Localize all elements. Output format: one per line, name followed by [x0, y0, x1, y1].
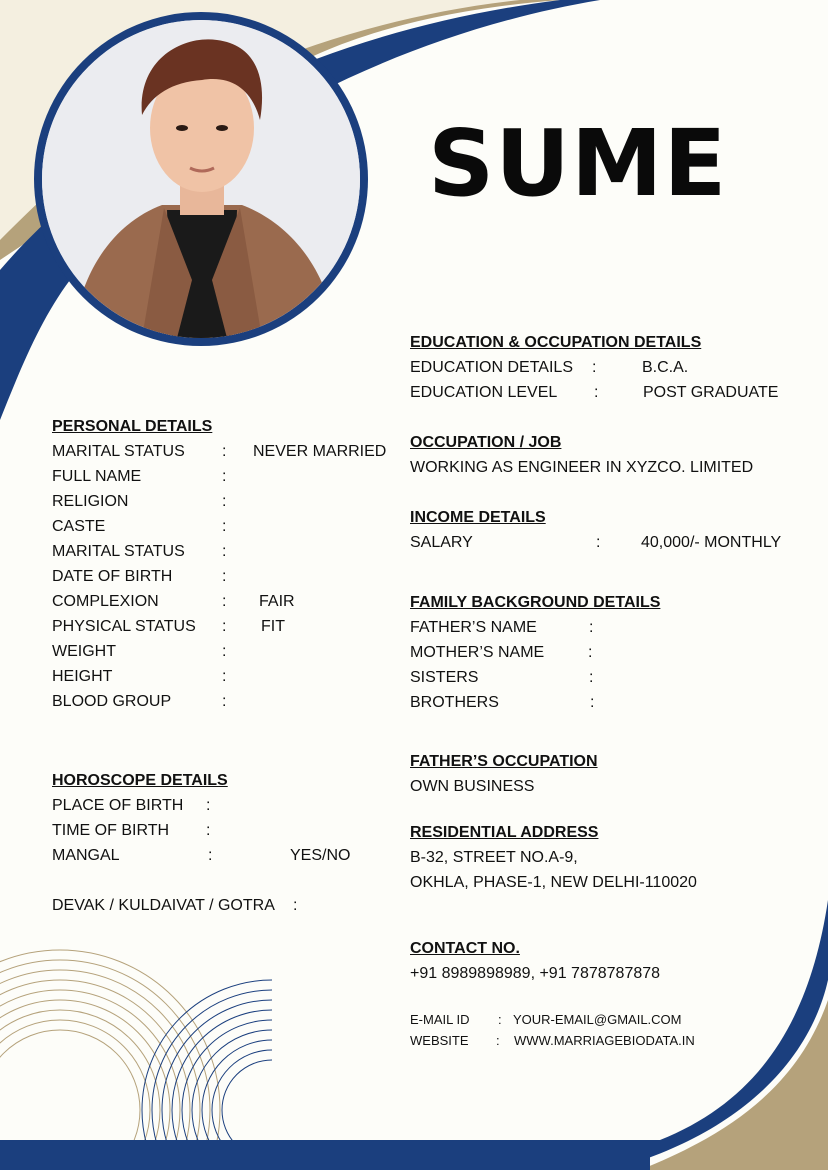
- education-label-level: EDUCATION LEVEL: [410, 384, 558, 401]
- horoscope-label-mangal: MANGAL: [52, 847, 120, 864]
- horoscope-sep: :: [206, 822, 211, 839]
- horoscope-details-heading: HOROSCOPE DETAILS: [52, 772, 228, 789]
- family-sep: :: [589, 619, 594, 636]
- personal-label-marital-status-2: MARITAL STATUS: [52, 543, 185, 560]
- personal-sep: :: [222, 543, 227, 560]
- personal-sep: :: [222, 668, 227, 685]
- personal-sep: :: [222, 593, 227, 610]
- personal-value-marital-status: NEVER MARRIED: [253, 443, 387, 460]
- horoscope-label-time-of-birth: TIME OF BIRTH: [52, 822, 170, 839]
- income-label-salary: SALARY: [410, 534, 473, 551]
- family-label-mother-name: MOTHER’S NAME: [410, 644, 545, 661]
- family-heading: FAMILY BACKGROUND DETAILS: [410, 594, 661, 611]
- family-sep: :: [589, 669, 594, 686]
- horoscope-label-place-of-birth: PLACE OF BIRTH: [52, 797, 184, 814]
- personal-sep: :: [222, 518, 227, 535]
- personal-sep: :: [222, 568, 227, 585]
- family-sep: :: [590, 694, 595, 711]
- occupation-heading: OCCUPATION / JOB: [410, 434, 562, 451]
- person-illustration: [42, 20, 360, 338]
- personal-label-complexion: COMPLEXION: [52, 593, 159, 610]
- education-heading: EDUCATION & OCCUPATION DETAILS: [410, 334, 702, 351]
- personal-sep: :: [222, 693, 227, 710]
- personal-label-height: HEIGHT: [52, 668, 113, 685]
- contact-heading: CONTACT NO.: [410, 940, 520, 957]
- income-sep: :: [596, 534, 601, 551]
- address-heading: RESIDENTIAL ADDRESS: [410, 824, 599, 841]
- income-heading: INCOME DETAILS: [410, 509, 546, 526]
- family-sep: :: [588, 644, 593, 661]
- personal-details-heading: PERSONAL DETAILS: [52, 418, 213, 435]
- personal-sep: :: [222, 618, 227, 635]
- family-label-sisters: SISTERS: [410, 669, 479, 686]
- personal-sep: :: [222, 443, 227, 460]
- horoscope-value-mangal: YES/NO: [290, 847, 351, 864]
- family-label-father-name: FATHER’S NAME: [410, 619, 537, 636]
- personal-label-marital-status: MARITAL STATUS: [52, 443, 185, 460]
- personal-label-date-of-birth: DATE OF BIRTH: [52, 568, 173, 585]
- address-line-1: B-32, STREET NO.A-9,: [410, 849, 578, 866]
- personal-sep: :: [222, 643, 227, 660]
- horoscope-label-gotra: DEVAK / KULDAIVAT / GOTRA: [52, 897, 275, 914]
- education-sep: :: [592, 359, 597, 376]
- profile-name: SUME: [428, 110, 728, 217]
- personal-label-caste: CASTE: [52, 518, 106, 535]
- education-value-level: POST GRADUATE: [643, 384, 779, 401]
- father-occupation-heading: FATHER’S OCCUPATION: [410, 753, 598, 770]
- personal-value-complexion: FAIR: [259, 593, 295, 610]
- personal-value-physical-status: FIT: [261, 618, 285, 635]
- email-label: E-MAIL ID: [410, 1012, 470, 1027]
- personal-label-blood-group: BLOOD GROUP: [52, 693, 172, 710]
- occupation-text: WORKING AS ENGINEER IN XYZCO. LIMITED: [410, 459, 754, 476]
- email-value: YOUR-EMAIL@GMAIL.COM: [513, 1012, 682, 1027]
- income-value-salary: 40,000/- MONTHLY: [641, 534, 782, 551]
- email-sep: :: [498, 1012, 502, 1027]
- profile-photo: [42, 20, 360, 338]
- personal-label-religion: RELIGION: [52, 493, 129, 510]
- education-label-details: EDUCATION DETAILS: [410, 359, 573, 376]
- father-occupation-text: OWN BUSINESS: [410, 778, 535, 795]
- personal-sep: :: [222, 468, 227, 485]
- horoscope-sep: :: [206, 797, 211, 814]
- horoscope-sep: :: [208, 847, 213, 864]
- personal-label-physical-status: PHYSICAL STATUS: [52, 618, 196, 635]
- education-sep: :: [594, 384, 599, 401]
- education-value-details: B.C.A.: [642, 359, 689, 376]
- website-value: WWW.MARRIAGEBIODATA.IN: [514, 1033, 695, 1048]
- personal-label-full-name: FULL NAME: [52, 468, 142, 485]
- personal-sep: :: [222, 493, 227, 510]
- website-sep: :: [496, 1033, 500, 1048]
- contact-phones: +91 8989898989, +91 7878787878: [410, 965, 661, 982]
- address-line-2: OKHLA, PHASE-1, NEW DELHI-110020: [410, 874, 697, 891]
- website-label: WEBSITE: [410, 1033, 469, 1048]
- profile-photo-frame: [34, 12, 368, 346]
- personal-label-weight: WEIGHT: [52, 643, 116, 660]
- family-label-brothers: BROTHERS: [410, 694, 499, 711]
- horoscope-sep: :: [293, 897, 298, 914]
- gold-arc-lines: [0, 950, 220, 1170]
